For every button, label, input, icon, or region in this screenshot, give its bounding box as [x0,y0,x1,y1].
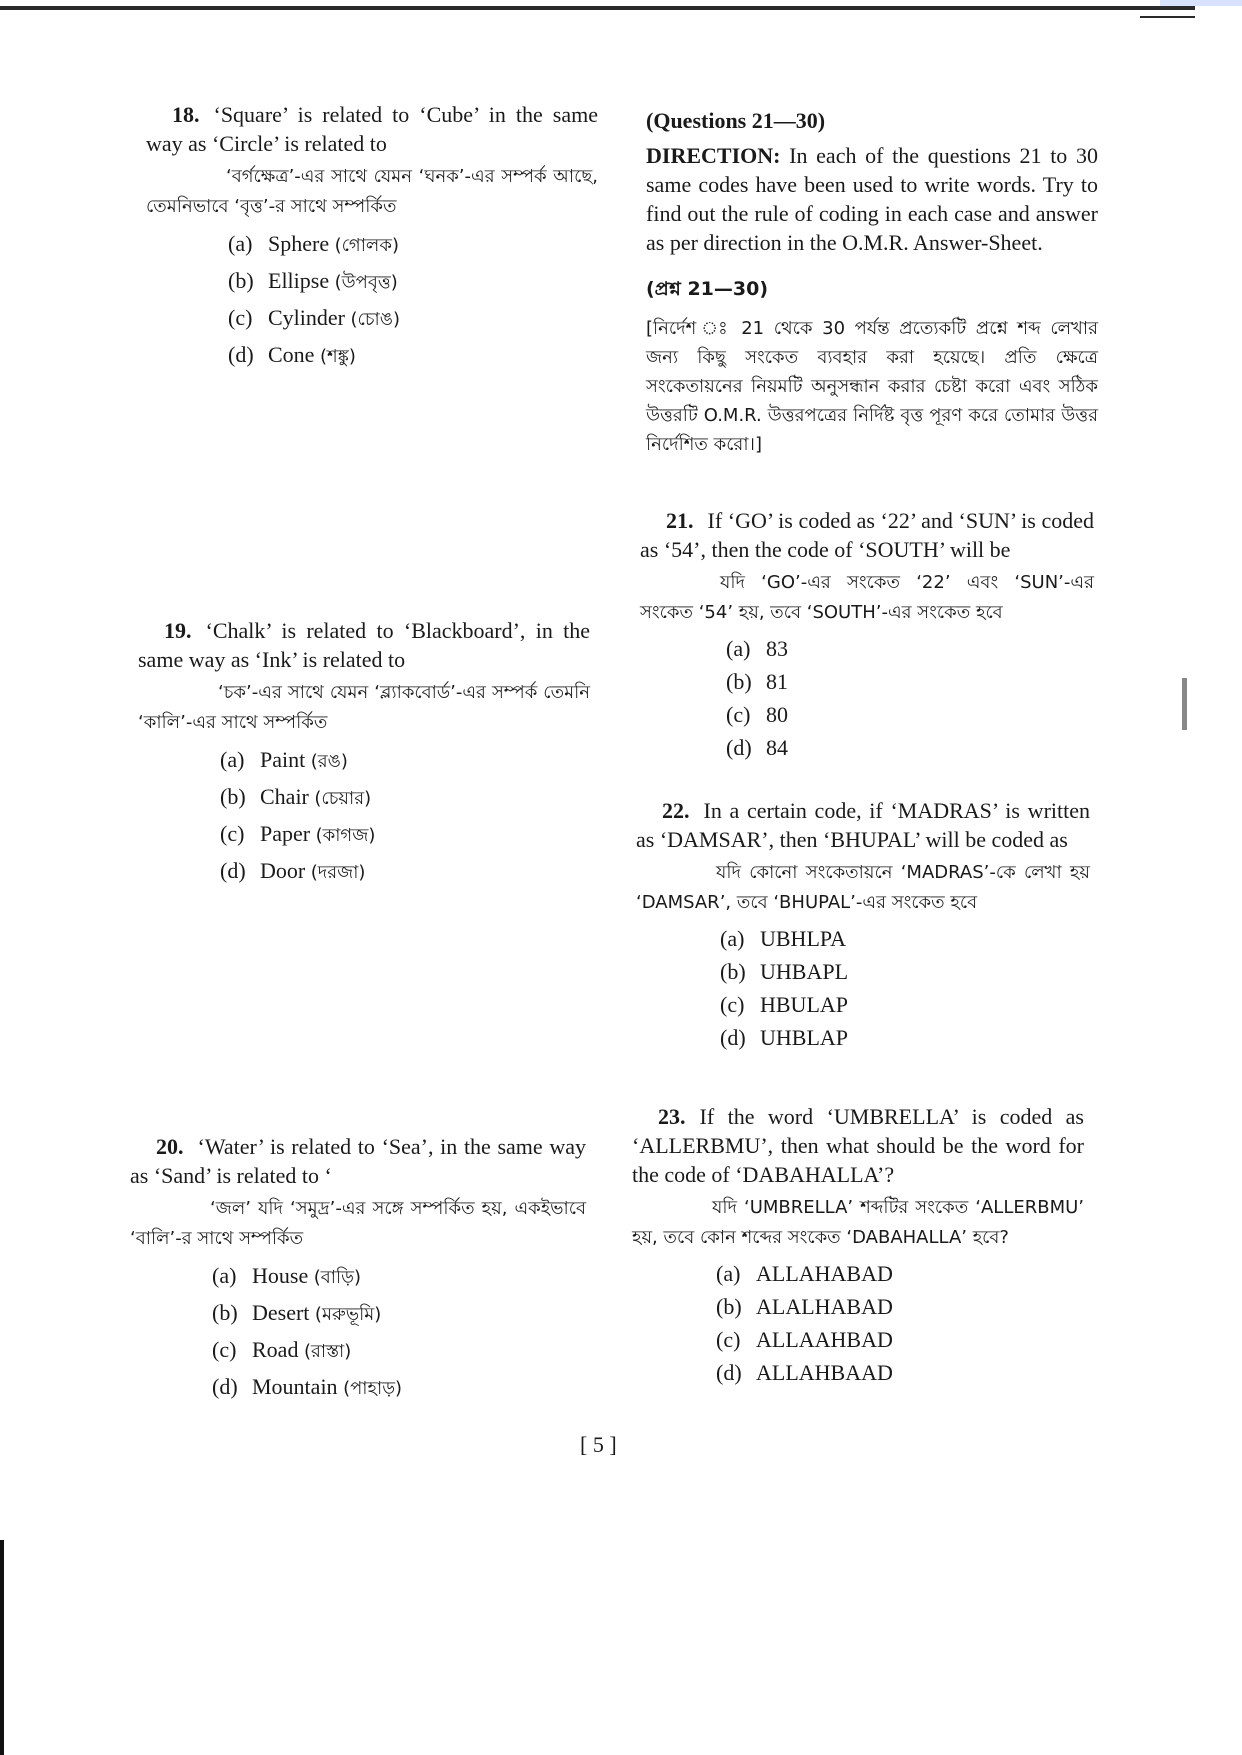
page-number: [ 5 ] [580,1432,617,1457]
section-direction [646,106,1098,459]
question-stem: 18. ‘Square’ is related to ‘Cube’ in the same way as ‘Circle’ is related to [146,102,598,156]
question-stem: 21. If ‘GO’ is coded as ‘22’ and ‘SUN’ is coded as ‘54’, then the code of ‘SOUTH’ will be [640,508,1094,562]
option-list [726,632,1094,764]
section-heading: (Questions 21—30) [646,108,826,133]
option-b: (b) Desert (মরুভূমি) [212,1300,382,1325]
option-list [220,742,590,890]
option-c: (c) 80 [726,702,788,727]
option-b: (b) ALALHABAD [716,1294,893,1319]
section-heading-bengali: (প্রশ্ন 21—30) [646,278,769,300]
question-stem-bengali: যদি কোনো সংকেতায়নে ‘MADRAS’-কে লেখা হয় ‘DAMSAR’, তবে ‘BHUPAL’-এর সংকেত হবে [636,862,1090,913]
question-18 [146,100,598,374]
question-stem: 20. ‘Water’ is related to ‘Sea’, in the same way as ‘Sand’ is related to ‘ [130,1134,586,1188]
option-list [716,1257,1084,1389]
question-22 [636,796,1090,1054]
option-d: (d) 84 [726,735,788,760]
option-b: (b) Chair (চেয়ার) [220,784,372,809]
option-a: (a) Paint (রঙ) [220,747,348,772]
top-rule [0,6,1195,10]
question-stem-bengali: ‘বর্গক্ষেত্র’-এর সাথে যেমন ‘ঘনক’-এর সম্পর্ক আছে, তেমনিভাবে ‘বৃত্ত’-র সাথে সম্পর্কিত [146,166,598,217]
question-stem-bengali: ‘চক’-এর সাথে যেমন ‘ব্ল্যাকবোর্ড’-এর সম্পর্ক তেমনি ‘কালি’-এর সাথে সম্পর্কিত [138,682,590,733]
question-stem-bengali: যদি ‘GO’-এর সংকেত ‘22’ এবং ‘SUN’-এর সংকেত ‘54’ হয়, তবে ‘SOUTH’-এর সংকেত হবে [640,572,1094,623]
question-stem: 19. ‘Chalk’ is related to ‘Blackboard’, in the same way as ‘Ink’ is related to [138,618,590,672]
question-stem: 23. If the word ‘UMBRELLA’ is coded as ‘ALLERBMU’, then what should be the word for the code of ‘DABAHALLA’? [632,1104,1084,1187]
option-b: (b) UHBAPL [720,959,849,984]
option-a: (a) ALLAHABAD [716,1261,893,1286]
question-stem-bengali: যদি ‘UMBRELLA’ শব্দটির সংকেত ‘ALLERBMU’ হয়, তবে কোন শব্দের সংকেত ‘DABAHALLA’ হবে? [632,1197,1084,1248]
option-d: (d) UHBLAP [720,1025,849,1050]
direction-text: DIRECTION: In each of the questions 21 to 30 same codes have been used to write words. Try to find out the rule of coding in each case and answer as per direction in the O.M.R. Answer-Sheet. [646,143,1098,255]
option-c: (c) Road (রাস্তা) [212,1337,352,1362]
question-19 [138,616,590,890]
option-d: (d) Cone (শঙ্কু) [228,342,356,367]
option-c: (c) Paper (কাগজ) [220,821,376,846]
question-20 [130,1132,586,1406]
option-d: (d) Door (দরজা) [220,858,366,883]
question-number: 18. [172,102,200,127]
option-a: (a) Sphere (গোলক) [228,231,399,256]
option-a: (a) 83 [726,636,788,661]
option-c: (c) ALLAAHBAD [716,1327,893,1352]
option-d: (d) ALLAHBAAD [716,1360,893,1385]
option-b: (b) 81 [726,669,788,694]
question-number: 19. [164,618,192,643]
question-number: 21. [666,508,694,533]
option-d: (d) Mountain (পাহাড়) [212,1374,403,1399]
scan-edge-shadow [0,1540,4,1755]
question-23 [632,1102,1084,1389]
question-number: 23. [658,1104,686,1129]
question-21 [640,506,1094,764]
option-a: (a) House (বাড়ি) [212,1263,362,1288]
option-list [228,226,598,374]
scan-mark [1182,678,1187,730]
option-c: (c) Cylinder (চোঙ) [228,305,400,330]
option-c: (c) HBULAP [720,992,849,1017]
option-list [212,1258,586,1406]
option-b: (b) Ellipse (উপবৃত্ত) [228,268,398,293]
direction-text-bengali: [নির্দেশ ঃ 21 থেকে 30 পর্যন্ত প্রত্যেকটি প্রশ্নে শব্দ লেখার জন্য কিছু সংকেত ব্যবহার করা হয়েছে। প্রতি ক্ষেত্রে সংকেতায়নের নিয়মটি অনুসন্ধান করার চেষ্টা করো এবং সঠিক উত্তরটি O.M.R. উত্তরপত্রের নির্দিষ্ট বৃত্ত পূরণ করে তোমার উত্তর নির্দেশিত করো।] [646,318,1098,455]
question-number: 20. [156,1134,184,1159]
option-list [720,922,1090,1054]
question-stem: 22. In a certain code, if ‘MADRAS’ is written as ‘DAMSAR’, then ‘BHUPAL’ will be coded as [636,798,1090,852]
top-rule-short [1140,16,1195,18]
question-stem-bengali: ‘জল’ যদি ‘সমুদ্র’-এর সঙ্গে সম্পর্কিত হয়, একইভাবে ‘বালি’-র সাথে সম্পর্কিত [130,1198,586,1249]
question-number: 22. [662,798,690,823]
option-a: (a) UBHLPA [720,926,846,951]
